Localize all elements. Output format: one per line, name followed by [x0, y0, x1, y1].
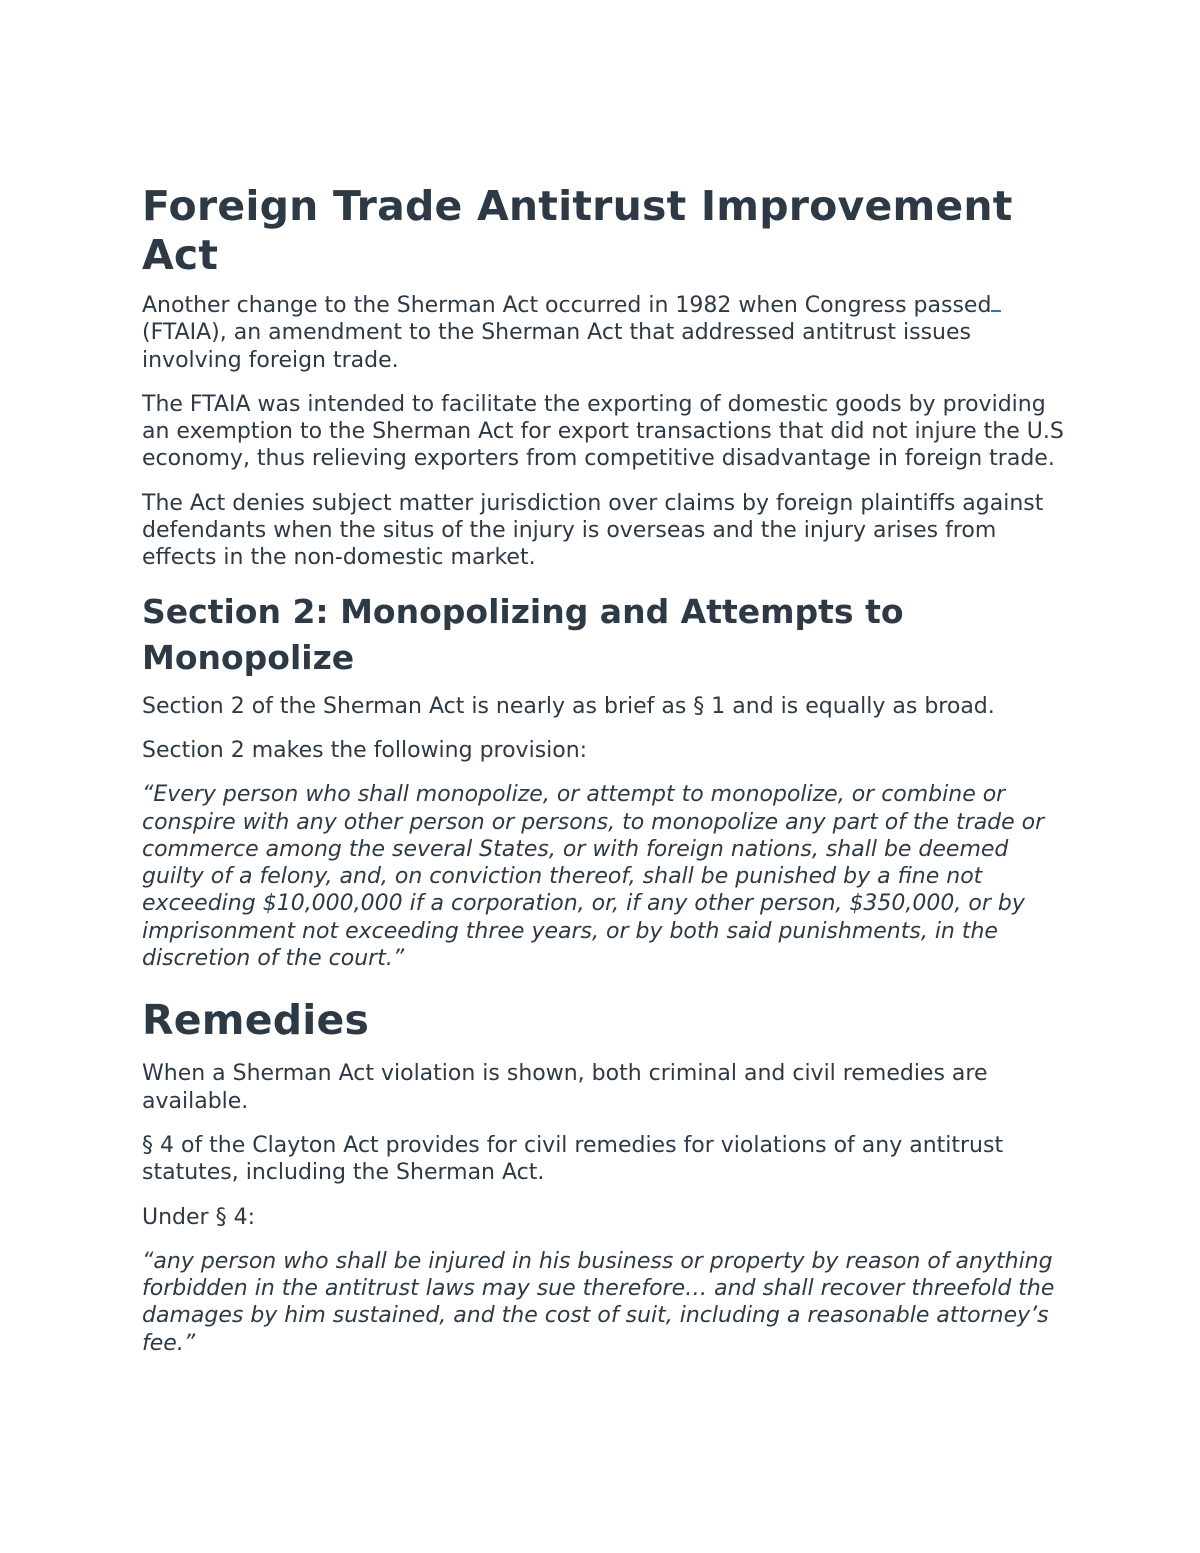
section2-paragraph-2: Section 2 makes the following provision: [142, 737, 588, 763]
section2-paragraph-1: Section 2 of the Sherman Act is nearly as brief as § 1 and is equally as broad. [142, 693, 995, 719]
remedies-paragraph-1: When a Sherman Act violation is shown, both criminal and civil remedies are available. [142, 1061, 988, 1114]
section2-quote: “Every person who shall monopolize, or attempt to monopolize, or combine or conspire with any other person or persons, to monopolize any part of the trade or commerce among the several States, or with foreign nations, shall be deemed guilty of a felony, and, on conviction thereof, shall be punished by a fine not exceeding $10,000,000 if a corporation, or, if any other person, $350,000, or by imprisonment not exceeding three years, or by both said punishments, in the discretion of the court.” [142, 782, 1045, 972]
section2-heading: Section 2: Monopolizing and Attempts to Monopolize [142, 591, 904, 677]
ftaia-paragraph-1 [142, 292, 1072, 374]
ftaia-heading: Foreign Trade Antitrust Improvement Act [142, 182, 1013, 279]
ftaia-paragraph-3: The Act denies subject matter jurisdiction over claims by foreign plaintiffs against defendants when the situs of the injury is overseas and the injury arises from effects in the non-domestic market. [142, 490, 1044, 571]
ftaia-paragraph-1-end: (FTAIA), an amendment to the Sherman Act that addressed antitrust issues involving foreign trade. [142, 320, 971, 373]
remedies-paragraph-2: § 4 of the Clayton Act provides for civil remedies for violations of any antitrust statutes, including the Sherman Act. [142, 1132, 1004, 1186]
missing-link-underline[interactable] [991, 292, 1001, 312]
ftaia-paragraph-1-start: Another change to the Sherman Act occurred in 1982 when Congress passed [142, 293, 992, 318]
remedies-quote: “any person who shall be injured in his business or property by reason of anything forbidden in the antitrust laws may sue therefore… and shall recover threefold the damages by him sustained, and the cost of suit, including a reasonable attorney’s fee.” [142, 1248, 1055, 1356]
remedies-heading: Remedies [142, 996, 370, 1045]
ftaia-paragraph-2: The FTAIA was intended to facilitate the exporting of domestic goods by providing an exemption to the Sherman Act for export transactions that did not injure the U.S economy, thus relieving exporters from competitive disadvantage in foreign trade. [142, 391, 1064, 472]
remedies-paragraph-3: Under § 4: [142, 1204, 255, 1230]
document-content [142, 182, 1072, 1374]
